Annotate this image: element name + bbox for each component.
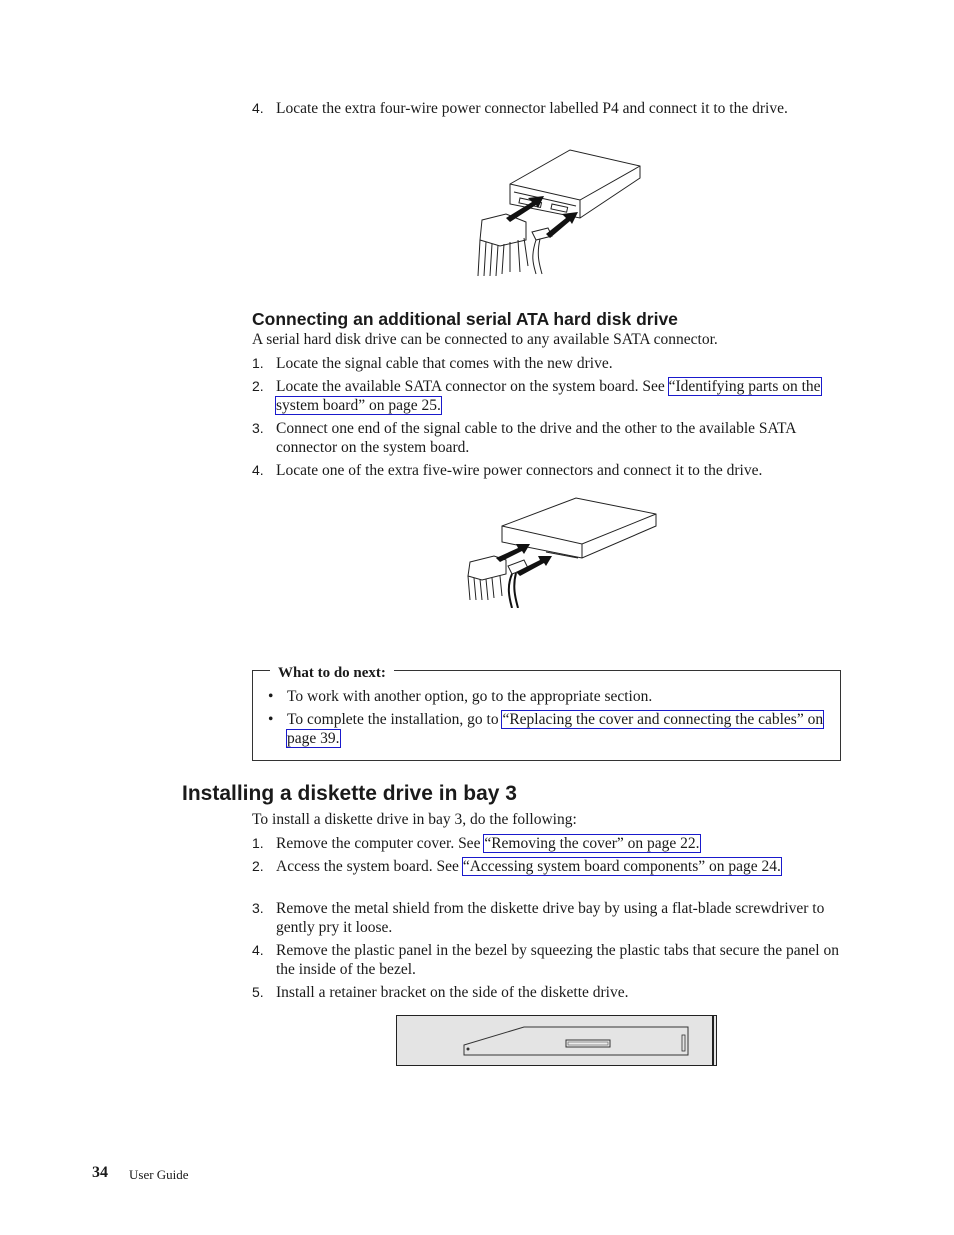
step-text-pre: Locate the available SATA connector on the system board. See xyxy=(276,378,669,395)
diskette-step-3 xyxy=(252,899,842,937)
step-text xyxy=(276,857,842,876)
step-4-power-connector xyxy=(252,99,842,118)
sata-step-1 xyxy=(252,354,842,373)
figure-sata-drive-connection xyxy=(466,496,660,608)
sata-step-2 xyxy=(252,377,842,415)
step-text: Remove the plastic panel in the bezel by squeezing the plastic tabs that secure the panel on the inside of the bezel. xyxy=(276,942,839,978)
step-number: 1. xyxy=(252,355,264,371)
step-text-pre: Access the system board. See xyxy=(276,858,463,875)
step-number: 2. xyxy=(252,858,264,874)
bullet-icon: • xyxy=(268,711,274,728)
page-number: 34 xyxy=(92,1164,108,1181)
step-number: 2. xyxy=(252,378,264,394)
step-text xyxy=(276,377,842,415)
step-text: Install a retainer bracket on the side of the diskette drive. xyxy=(276,984,629,1001)
section-heading-diskette: Installing a diskette drive in bay 3 xyxy=(182,782,517,805)
step-number: 4. xyxy=(252,462,264,478)
sata-intro: A serial hard disk drive can be connected to any available SATA connector. xyxy=(252,331,718,348)
next-item-1 xyxy=(268,687,828,706)
step-number: 4. xyxy=(252,942,264,958)
next-item-2 xyxy=(268,710,828,748)
step-number: 4. xyxy=(252,100,264,116)
link-removing-cover[interactable]: “Removing the cover” on page 22. xyxy=(484,835,700,852)
figure-retainer-bracket xyxy=(396,1015,720,1067)
diskette-step-2 xyxy=(252,857,842,876)
diskette-step-4 xyxy=(252,941,842,979)
bullet-icon: • xyxy=(268,688,274,705)
what-to-do-next-title: What to do next: xyxy=(270,664,394,683)
step-number: 3. xyxy=(252,900,264,916)
step-text xyxy=(276,834,842,853)
step-number: 3. xyxy=(252,420,264,436)
step-text: Locate one of the extra five-wire power connectors and connect it to the drive. xyxy=(276,462,763,479)
next-item-text xyxy=(287,710,828,748)
diskette-step-1 xyxy=(252,834,842,853)
sata-step-3 xyxy=(252,419,842,457)
footer-doc-title: User Guide xyxy=(129,1167,189,1182)
link-accessing-system-board[interactable]: “Accessing system board components” on page 24. xyxy=(462,858,781,875)
next-item-text-pre: To complete the installation, go to xyxy=(287,711,503,728)
diskette-step-5 xyxy=(252,983,842,1002)
step-text: Remove the metal shield from the diskette drive bay by using a flat-blade screwdriver to gently pry it loose. xyxy=(276,900,825,936)
diskette-intro: To install a diskette drive in bay 3, do the following: xyxy=(252,811,577,828)
sata-step-4 xyxy=(252,461,842,480)
step-text: Locate the extra four-wire power connector labelled P4 and connect it to the drive. xyxy=(276,100,788,117)
step-text: Locate the signal cable that comes with the new drive. xyxy=(276,355,613,372)
step-text: Connect one end of the signal cable to the drive and the other to the available SATA connector on the system board. xyxy=(276,420,796,456)
next-item-text: To work with another option, go to the appropriate section. xyxy=(287,688,653,705)
step-number: 1. xyxy=(252,835,264,851)
step-number: 5. xyxy=(252,984,264,1000)
link-replacing-cover[interactable]: “Replacing the cover and connecting the cables” on page 39. xyxy=(287,711,824,747)
section-heading-sata: Connecting an additional serial ATA hard disk drive xyxy=(252,309,678,329)
step-text-pre: Remove the computer cover. See xyxy=(276,835,485,852)
figure-ide-drive-connection xyxy=(470,148,670,280)
link-identifying-parts[interactable]: “Identifying parts on the system board” on page 25. xyxy=(276,378,821,414)
